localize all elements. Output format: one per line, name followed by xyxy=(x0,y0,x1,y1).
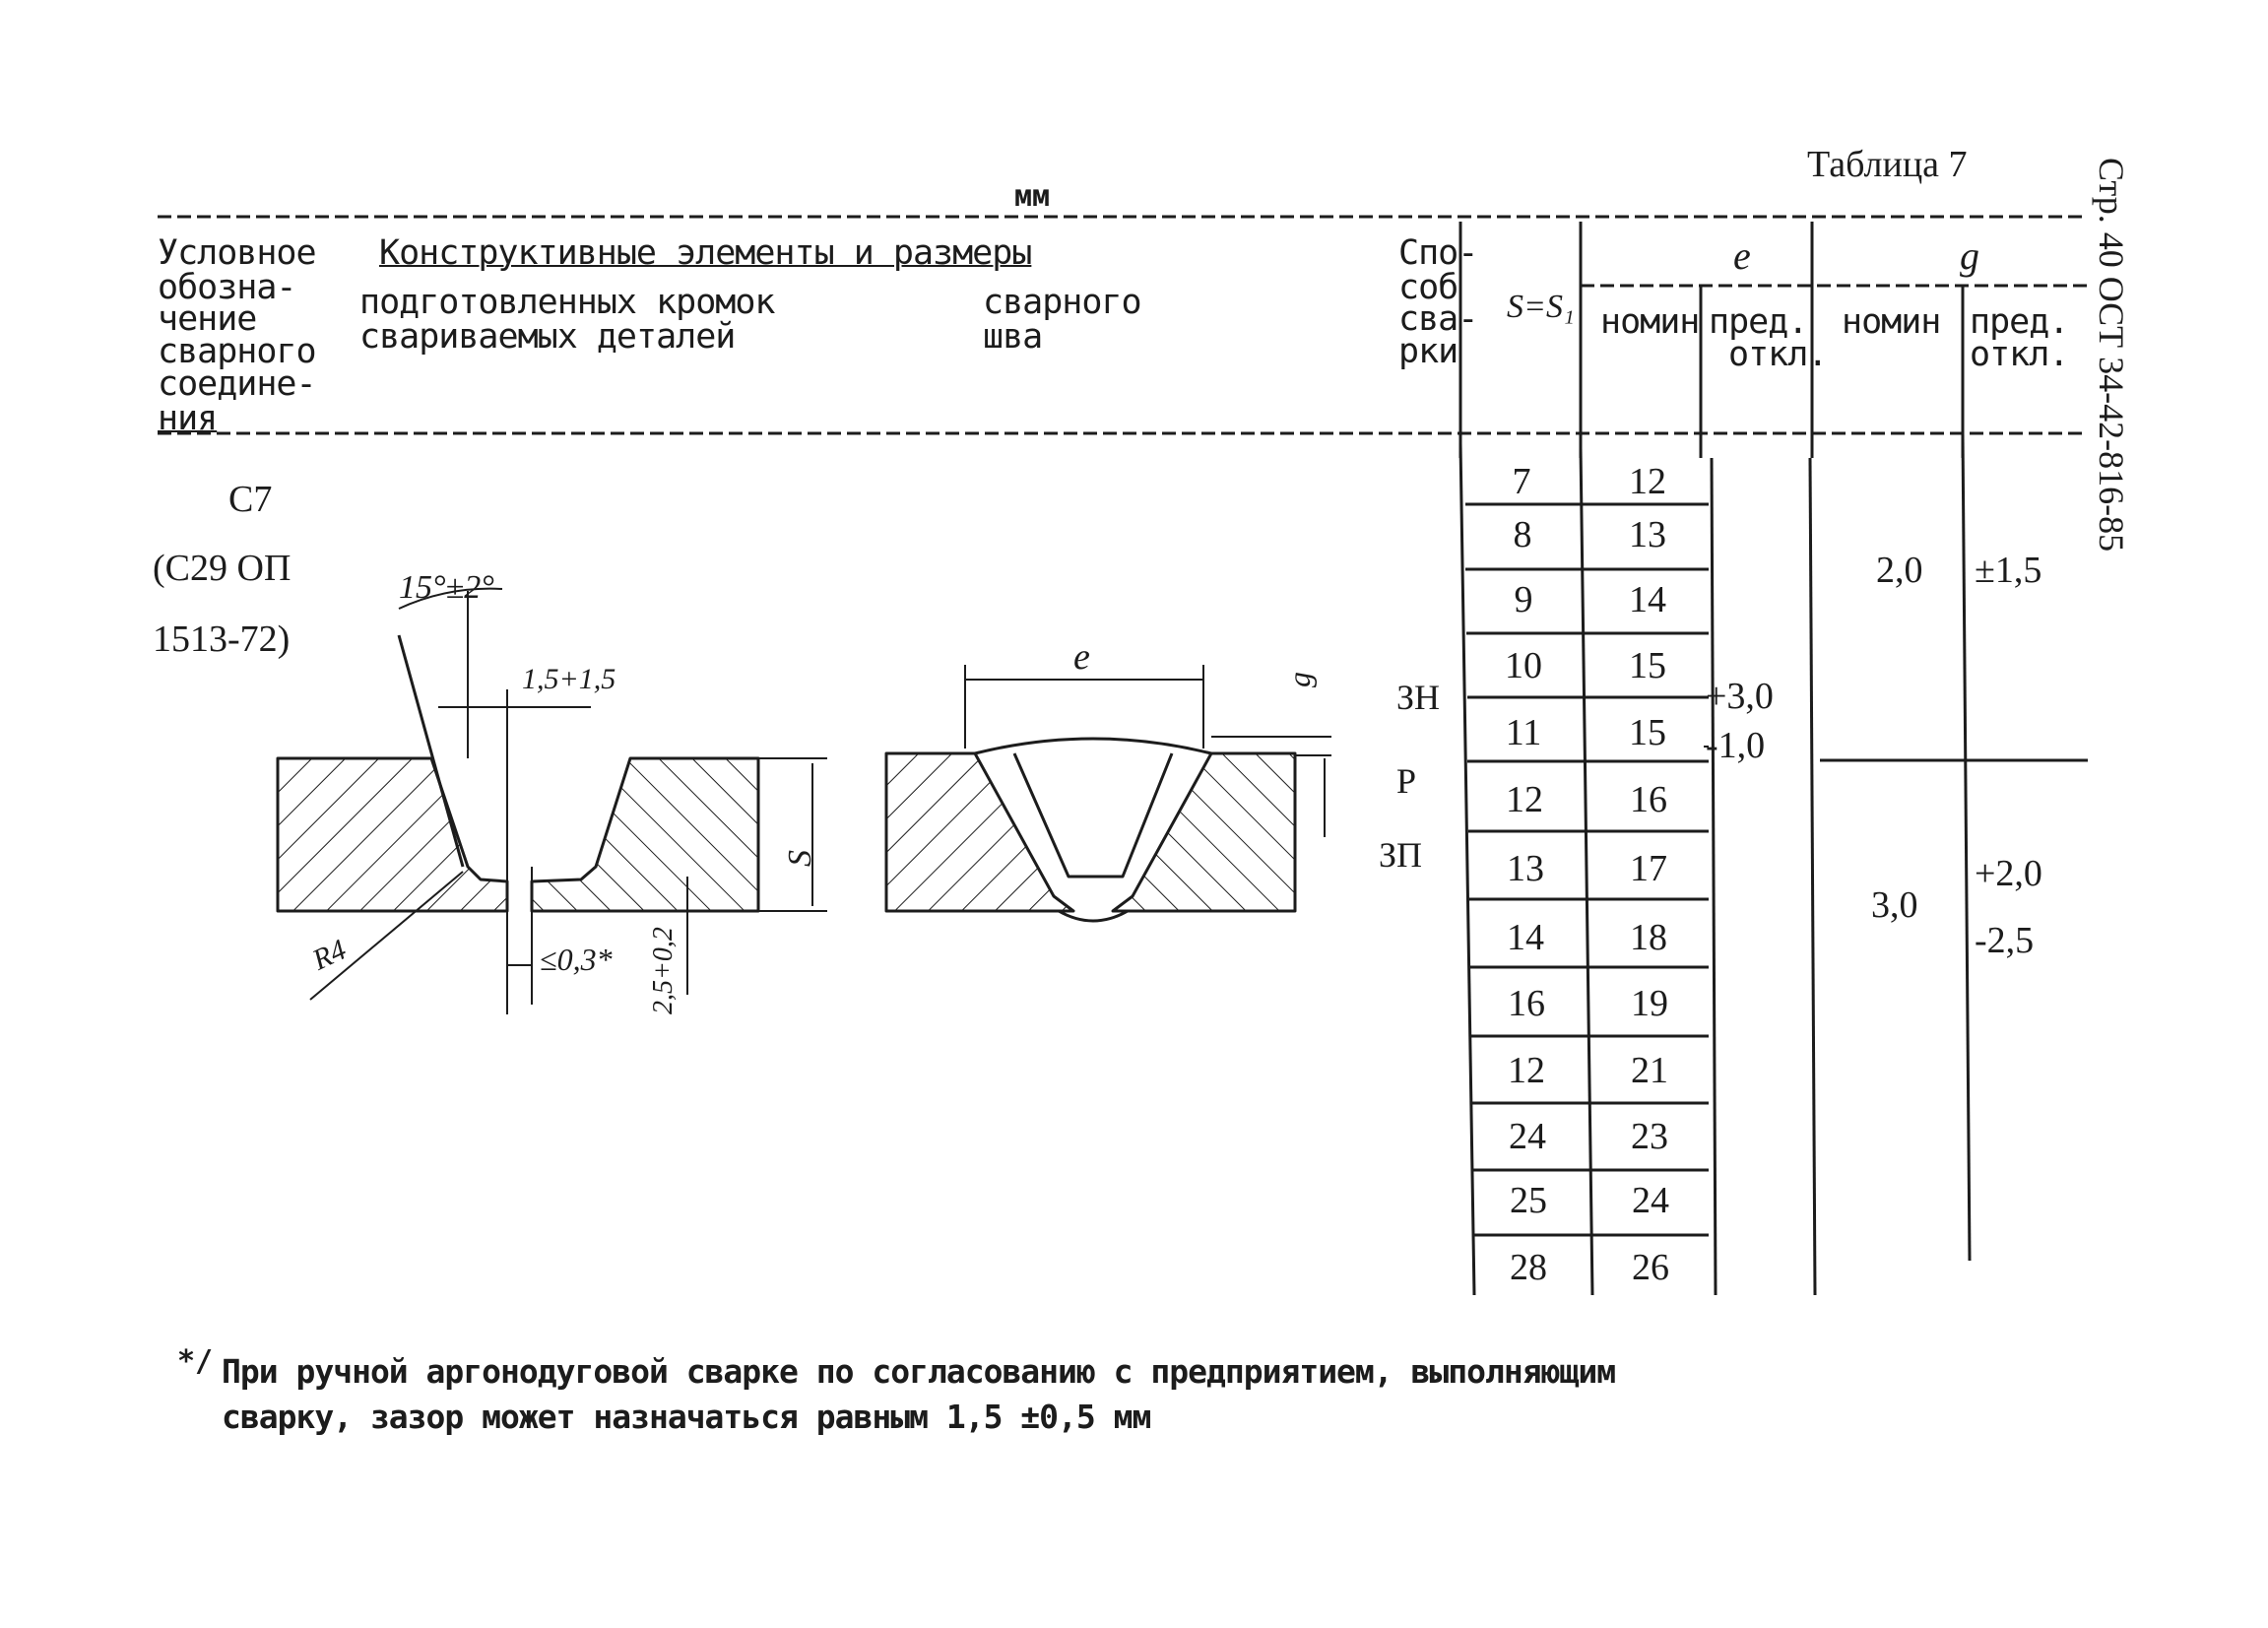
table-cell-e: 21 xyxy=(1631,1050,1668,1091)
header-e-tolerance-line-2: откл. xyxy=(1728,335,1828,374)
header-designation-line-3: чение xyxy=(158,299,257,339)
method-1: ЗН xyxy=(1396,678,1441,717)
header-thickness: S=S₁ xyxy=(1507,289,1575,325)
label-gap: ≤0,3* xyxy=(540,942,613,977)
table-cell-s: 28 xyxy=(1510,1247,1547,1288)
table-cell-s: 12 xyxy=(1508,1050,1545,1091)
g-tolerance-2-lower: -2,5 xyxy=(1975,920,2035,961)
table-cell-e: 23 xyxy=(1631,1116,1668,1157)
table-cell-e: 18 xyxy=(1630,917,1667,958)
header-weld-line-2: шва xyxy=(983,317,1043,357)
label-reinforcement-g: g xyxy=(1281,672,1317,687)
label-radius: R4 xyxy=(307,933,352,977)
table-cell-e: 17 xyxy=(1630,848,1667,889)
e-tolerance-upper: +3,0 xyxy=(1706,676,1774,717)
table-cell-s: 14 xyxy=(1507,917,1544,958)
label-thickness-s: S xyxy=(782,850,818,867)
table-cell-s: 7 xyxy=(1512,461,1531,502)
table-cell-e: 15 xyxy=(1629,712,1666,753)
label-land: 2,5+0,2 xyxy=(648,927,679,1014)
table-cell-e: 14 xyxy=(1629,579,1666,620)
footnote-line-1: При ручной аргонодуговой сварке по согласованию с предприятием, выполняющим xyxy=(222,1352,1616,1391)
label-root-face: 1,5+1,5 xyxy=(522,663,616,695)
header-method-line-1: Спо- xyxy=(1398,233,1478,273)
header-e-tolerance-line-1: пред. xyxy=(1709,302,1808,342)
header-elements: Конструктивные элементы и размеры xyxy=(379,233,1032,273)
table-cell-e: 26 xyxy=(1632,1247,1669,1288)
table-cell-s: 13 xyxy=(1507,848,1544,889)
table-cell-e: 13 xyxy=(1629,514,1666,555)
header-designation-line-4: сварного xyxy=(158,332,316,371)
g-nominal-1: 2,0 xyxy=(1876,550,1923,591)
header-designation-line-6: ния xyxy=(158,399,218,438)
table-cell-s: 10 xyxy=(1505,645,1542,686)
table-cell-s: 11 xyxy=(1505,712,1542,753)
units-label: мм xyxy=(1014,179,1051,214)
side-page-reference: Стр. 40 ОСТ 34-42-816-85 xyxy=(2092,158,2131,553)
designation-ref-line-1: (С29 ОП xyxy=(153,548,292,589)
table-cell-e: 16 xyxy=(1630,779,1667,820)
header-g-tolerance-line-1: пред. xyxy=(1970,302,2069,342)
header-prepared-edges-line-2: свариваемых деталей xyxy=(359,317,736,357)
header-weld-line-1: сварного xyxy=(983,283,1141,322)
header-designation-line-2: обозна- xyxy=(158,268,296,307)
designation-ref-line-2: 1513-72) xyxy=(153,619,291,660)
label-weld-width-e: e xyxy=(1073,636,1090,678)
table-cell-s: 8 xyxy=(1513,514,1532,555)
header-method-line-2: соб xyxy=(1398,268,1458,307)
table-cell-e: 24 xyxy=(1632,1180,1669,1221)
table-cell-s: 16 xyxy=(1508,983,1545,1024)
header-prepared-edges-line-1: подготовленных кромок xyxy=(359,283,775,322)
table-cell-e: 15 xyxy=(1629,645,1666,686)
table-cell-s: 12 xyxy=(1506,779,1543,820)
g-tolerance-1: ±1,5 xyxy=(1975,550,2042,591)
table-cell-s: 24 xyxy=(1509,1116,1546,1157)
header-designation-line-1: Условное xyxy=(158,233,316,273)
designation-code: С7 xyxy=(228,479,273,520)
header-method-line-3: сва- xyxy=(1398,299,1478,339)
label-angle: 15°±2° xyxy=(399,569,494,606)
method-2: Р xyxy=(1396,761,1417,801)
header-e-nominal: номин xyxy=(1600,302,1700,342)
header-g-tolerance-line-2: откл. xyxy=(1970,335,2069,374)
g-nominal-2: 3,0 xyxy=(1871,884,1918,926)
table-cell-s: 9 xyxy=(1514,579,1533,620)
table-cell-e: 19 xyxy=(1631,983,1668,1024)
footnote-line-2: сварку, зазор может назначаться равным 1,5 ±0,5 мм xyxy=(222,1398,1151,1436)
e-tolerance-lower: -1,0 xyxy=(1706,725,1766,766)
header-method-line-4: рки xyxy=(1398,332,1458,371)
weld-drawing xyxy=(886,665,1331,921)
table-cell-s: 25 xyxy=(1510,1180,1547,1221)
g-tolerance-2-upper: +2,0 xyxy=(1975,853,2042,894)
table-cell-e: 12 xyxy=(1629,461,1666,502)
header-e: e xyxy=(1733,233,1751,278)
header-designation-line-5: соедине- xyxy=(158,364,316,404)
header-g-nominal: номин xyxy=(1842,302,1941,342)
method-3: ЗП xyxy=(1379,835,1423,875)
footnote-mark: */ xyxy=(177,1344,214,1379)
table-title: Таблица 7 xyxy=(1807,144,1968,185)
header-g: g xyxy=(1960,233,1979,278)
